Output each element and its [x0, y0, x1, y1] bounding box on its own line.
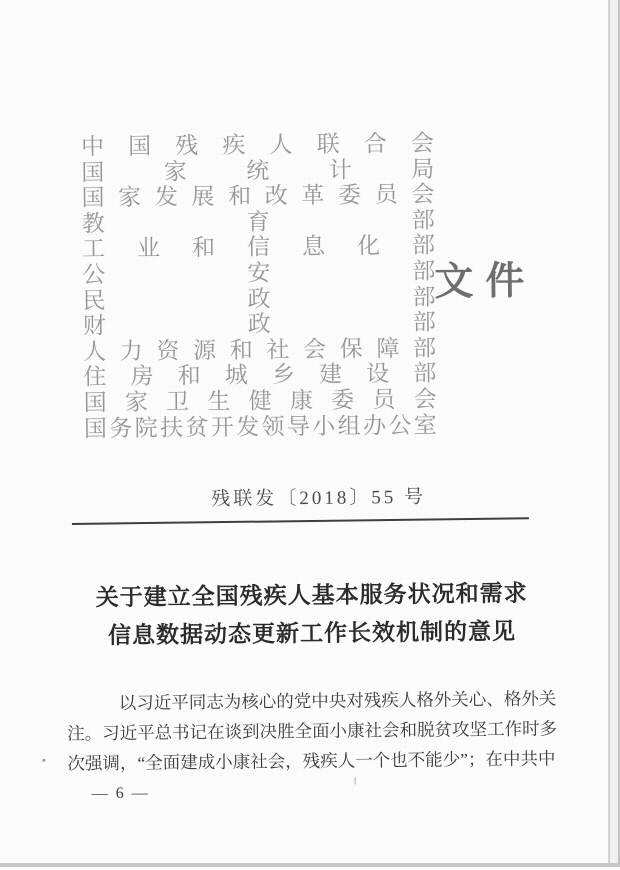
doc-number: 残联发〔2018〕55 号 — [211, 486, 427, 511]
agency-name-poverty-office: 国 务 院 扶 贫 开 发 领 导 小 组 办 公 室 — [83, 412, 437, 441]
body-text-line: 注 。 习 近 平 总 书 记 在 谈 到 决 胜 全 面 小 康 社 会 和 脱 贫 攻 坚 工 作 时 多 — [67, 718, 558, 744]
agency-name-moe: 教 育 部 — [81, 207, 435, 237]
scan-speck-artifact — [42, 759, 45, 762]
letterhead-agency-list — [81, 131, 437, 442]
body-text-line: 以 习 近 平 同 志 为 核 心 的 党 中 央 对 残 疾 人 格 外 关 心 、 格 外 关 — [118, 688, 557, 714]
agency-name-ndrc: 国 家 发 展 和 改 革 委 员 会 — [81, 181, 435, 211]
agency-name-mohrss: 人 力 资 源 和 社 会 保 障 部 — [82, 335, 437, 365]
letterhead-divider-rule — [72, 517, 529, 525]
agency-name-mps: 公 安 部 — [82, 258, 436, 288]
agency-name-mof: 财 政 部 — [82, 309, 436, 339]
document-title — [6, 574, 619, 656]
document-title-line2: 信息数据动态更新工作长效机制的意见 — [107, 618, 517, 649]
doc-type-label: 文件 — [434, 259, 537, 304]
body-text-line: 次 强 调 ， “ 全 面 建 成 小 康 社 会 ， 残 疾 人 一 个 也 不 能 少 ” ； 在 中 共 中 — [67, 748, 556, 774]
agency-name-mca: 民 政 部 — [82, 284, 436, 313]
agency-name-stats-bureau: 国 家 统 计 局 — [81, 156, 435, 185]
agency-name-miit: 工 业 和 信 息 化 部 — [81, 233, 436, 262]
agency-name-nhc: 国 家 卫 生 健 康 委 员 会 — [83, 386, 437, 416]
agency-name-cdpf: 中 国 残 疾 人 联 合 会 — [80, 130, 435, 160]
document-title-line1: 关于建立全国残疾人基本服务状况和需求 — [95, 580, 528, 611]
scan-edge-right-line — [608, 0, 610, 867]
scan-edge-bottom — [0, 863, 620, 867]
scan-tick-artifact — [355, 778, 356, 785]
page-number: — 6 — — [91, 784, 150, 803]
agency-name-mohurd: 住 房 和 城 乡 建 设 部 — [83, 361, 437, 390]
